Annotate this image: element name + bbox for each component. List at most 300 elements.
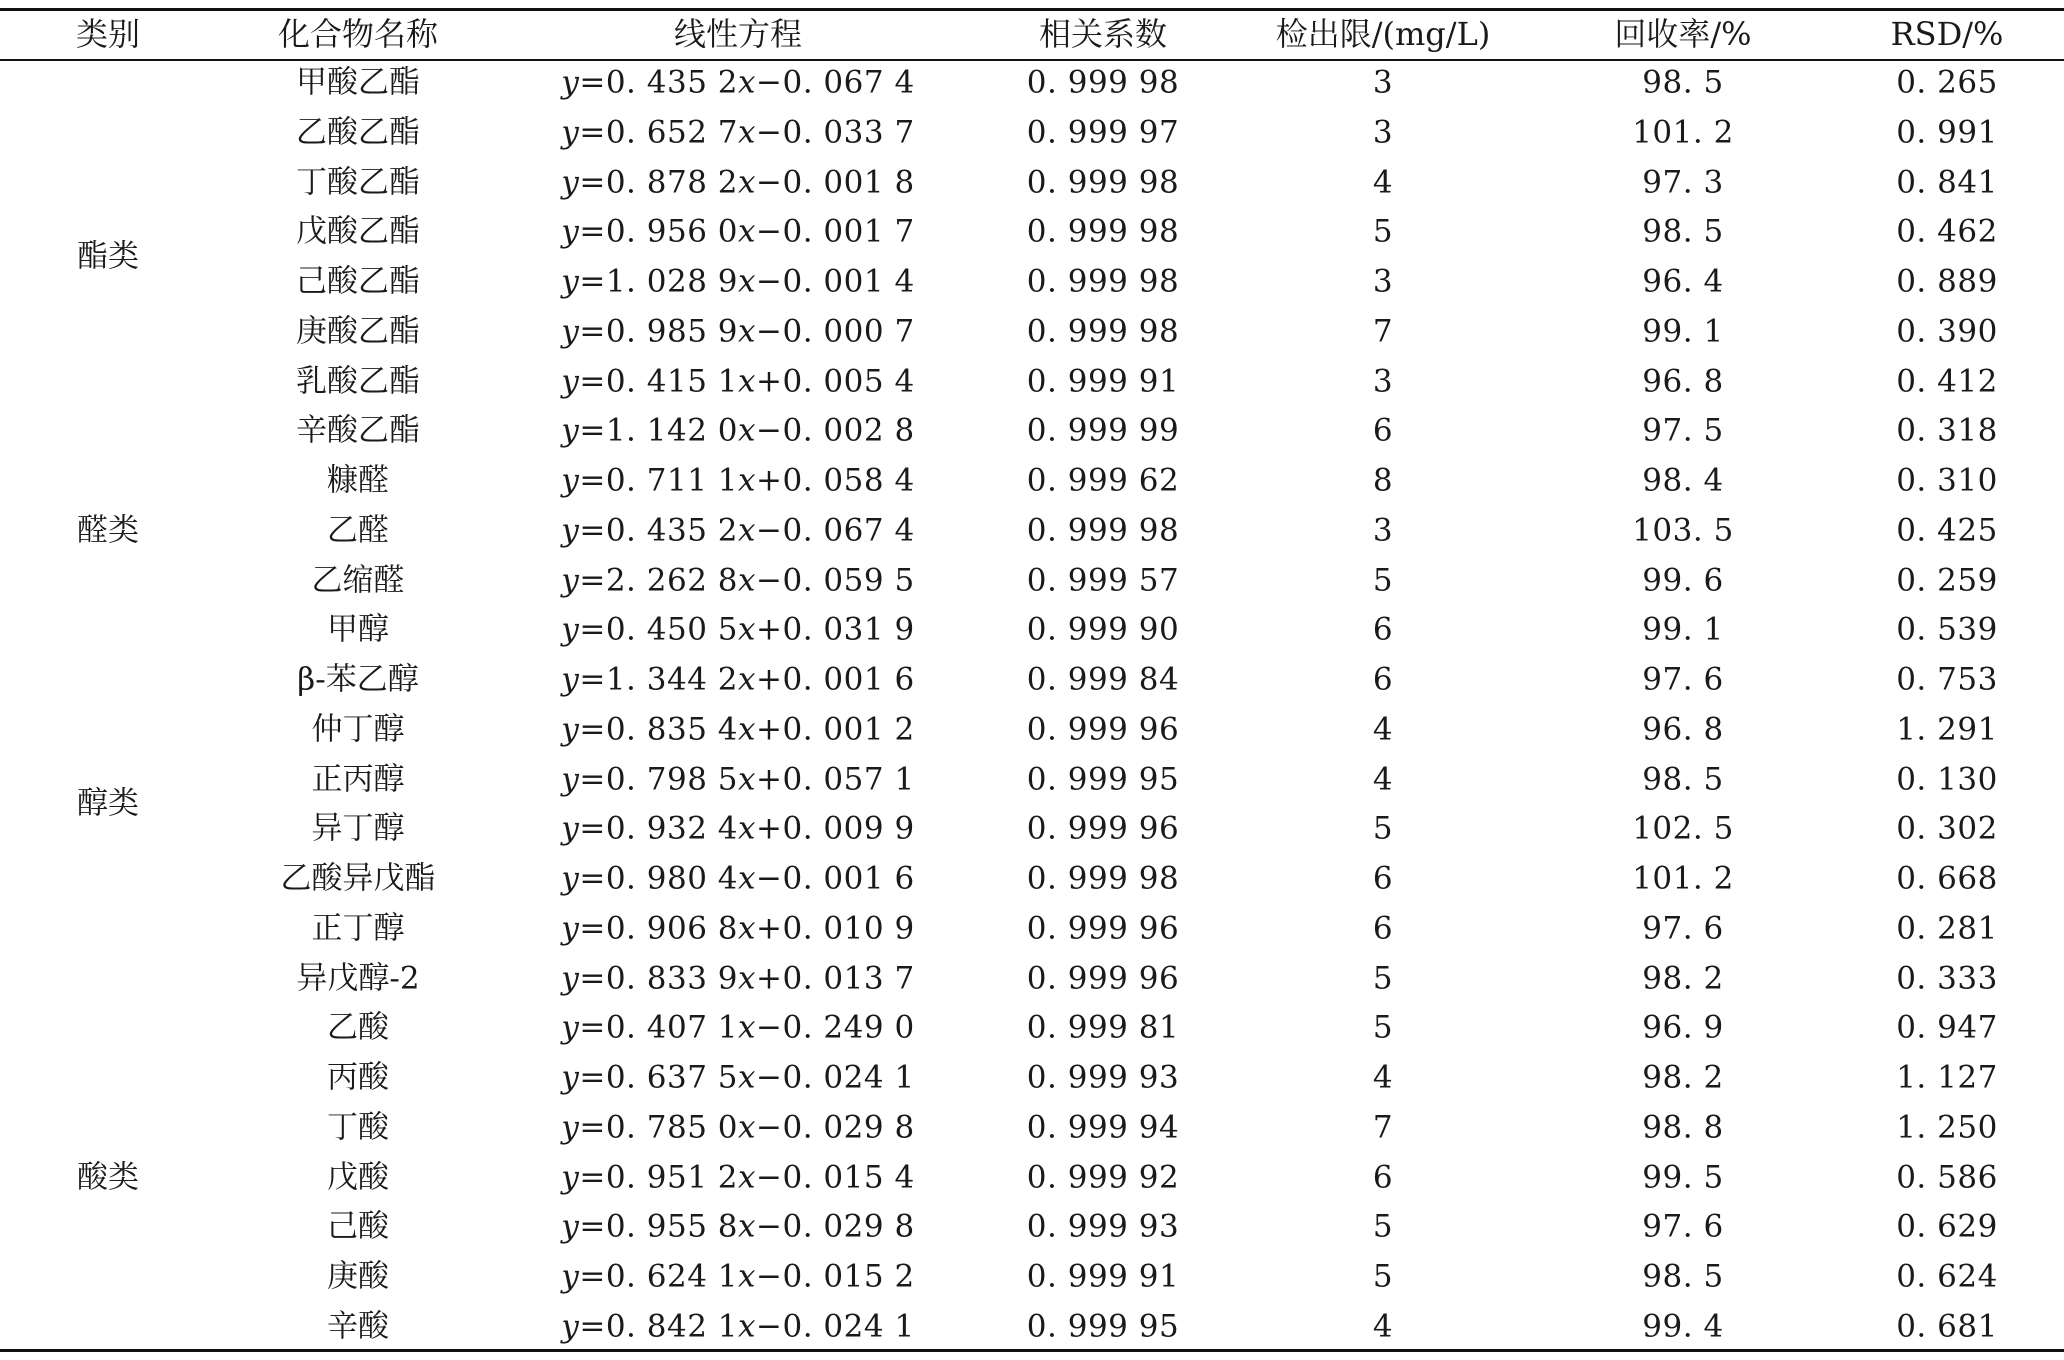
correlation-cell: 0. 999 84 bbox=[1026, 661, 1180, 698]
equation-part: x bbox=[738, 1109, 756, 1146]
rsd-cell: 0. 310 bbox=[1896, 462, 1998, 499]
equation-part: y bbox=[561, 512, 580, 549]
equation-part: = bbox=[579, 1159, 606, 1195]
compound-name-cell: 丁酸 bbox=[327, 1109, 389, 1146]
equation-part: 0. 415 1 bbox=[605, 363, 739, 399]
equation-part: − bbox=[756, 263, 783, 300]
equation-part: 0. 015 2 bbox=[782, 1258, 915, 1295]
equation-part: 0. 031 9 bbox=[782, 611, 915, 648]
recovery-cell: 96. 8 bbox=[1642, 363, 1724, 399]
equation-cell bbox=[561, 1308, 915, 1345]
lod-cell: 5 bbox=[1372, 213, 1394, 250]
lod-cell: 4 bbox=[1372, 164, 1394, 200]
recovery-cell: 98. 5 bbox=[1642, 1258, 1724, 1295]
recovery-cell: 98. 2 bbox=[1642, 960, 1724, 996]
lod-cell: 3 bbox=[1372, 114, 1394, 151]
equation-part: y bbox=[561, 114, 580, 151]
equation-part: 0. 835 4 bbox=[605, 711, 739, 748]
equation-part: x bbox=[738, 1308, 756, 1345]
equation-part: 0. 980 4 bbox=[605, 860, 739, 897]
equation-part: = bbox=[579, 1059, 606, 1096]
recovery-cell: 98. 5 bbox=[1642, 213, 1724, 250]
equation-cell bbox=[561, 860, 915, 897]
lod-cell: 5 bbox=[1372, 1009, 1394, 1046]
equation-part: x bbox=[738, 562, 756, 598]
equation-part: x bbox=[738, 213, 756, 250]
compound-name-cell: 庚酸 bbox=[327, 1258, 389, 1295]
column-header: 回收率/% bbox=[1614, 15, 1752, 53]
recovery-cell: 99. 5 bbox=[1642, 1159, 1724, 1195]
equation-part: 0. 001 6 bbox=[782, 860, 915, 897]
correlation-cell: 0. 999 98 bbox=[1026, 263, 1180, 300]
category-label: 醛类 bbox=[77, 512, 139, 549]
equation-part: = bbox=[579, 512, 606, 549]
equation-part: 0. 798 5 bbox=[605, 761, 739, 797]
equation-part: 0. 024 1 bbox=[782, 1059, 915, 1096]
lod-cell: 5 bbox=[1372, 1208, 1394, 1245]
category-label: 酯类 bbox=[77, 238, 139, 275]
equation-part: y bbox=[561, 711, 580, 748]
equation-part: = bbox=[579, 363, 606, 399]
equation-part: y bbox=[561, 661, 580, 698]
rsd-cell: 0. 412 bbox=[1896, 363, 1998, 399]
equation-cell bbox=[561, 1059, 915, 1096]
equation-part: 0. 450 5 bbox=[605, 611, 739, 648]
equation-part: x bbox=[738, 611, 756, 648]
equation-part: + bbox=[756, 462, 783, 499]
equation-part: 0. 955 8 bbox=[605, 1208, 739, 1245]
equation-part: 0. 637 5 bbox=[605, 1059, 739, 1096]
equation-part: = bbox=[579, 164, 606, 200]
equation-part: x bbox=[738, 711, 756, 748]
equation-part: + bbox=[756, 960, 783, 996]
equation-cell bbox=[561, 114, 915, 151]
equation-part: x bbox=[738, 810, 756, 847]
equation-part: − bbox=[756, 860, 783, 897]
recovery-cell: 98. 2 bbox=[1642, 1059, 1724, 1096]
compound-name-cell: 乙酸乙酯 bbox=[296, 114, 420, 151]
equation-part: 0. 015 4 bbox=[782, 1159, 915, 1195]
equation-part: − bbox=[756, 1208, 783, 1245]
correlation-cell: 0. 999 98 bbox=[1026, 860, 1180, 897]
equation-part: + bbox=[756, 363, 783, 399]
lod-cell: 7 bbox=[1372, 313, 1394, 350]
equation-cell bbox=[561, 761, 915, 797]
equation-cell bbox=[561, 512, 915, 549]
lod-cell: 6 bbox=[1372, 611, 1394, 648]
equation-part: y bbox=[561, 313, 580, 350]
equation-cell bbox=[561, 711, 915, 748]
rsd-cell: 1. 250 bbox=[1896, 1109, 1998, 1146]
equation-part: 0. 010 9 bbox=[782, 910, 915, 947]
lod-cell: 3 bbox=[1372, 263, 1394, 300]
correlation-cell: 0. 999 97 bbox=[1026, 114, 1180, 151]
category-label: 酸类 bbox=[77, 1159, 139, 1195]
equation-part: + bbox=[756, 661, 783, 698]
equation-part: − bbox=[756, 313, 783, 350]
compound-name-cell: 甲醇 bbox=[327, 611, 389, 648]
equation-part: = bbox=[579, 1109, 606, 1146]
equation-part: 0. 067 4 bbox=[782, 512, 915, 549]
equation-part: = bbox=[579, 761, 606, 797]
compound-name-cell: 糠醛 bbox=[327, 462, 389, 499]
correlation-cell: 0. 999 95 bbox=[1026, 1308, 1180, 1345]
equation-cell bbox=[561, 1208, 915, 1245]
equation-part: x bbox=[738, 164, 756, 200]
correlation-cell: 0. 999 90 bbox=[1026, 611, 1180, 648]
compound-name-cell: 戊酸乙酯 bbox=[296, 213, 420, 250]
equation-part: 0. 407 1 bbox=[605, 1009, 739, 1046]
equation-part: x bbox=[738, 512, 756, 549]
equation-part: − bbox=[756, 512, 783, 549]
lod-cell: 4 bbox=[1372, 711, 1394, 748]
recovery-cell: 97. 3 bbox=[1642, 164, 1724, 200]
lod-cell: 8 bbox=[1372, 462, 1394, 499]
equation-part: = bbox=[579, 711, 606, 748]
recovery-cell: 97. 5 bbox=[1642, 412, 1724, 449]
equation-part: + bbox=[756, 711, 783, 748]
equation-part: x bbox=[738, 313, 756, 350]
equation-part: 0. 624 1 bbox=[605, 1258, 739, 1295]
equation-cell bbox=[561, 1009, 915, 1046]
correlation-cell: 0. 999 95 bbox=[1026, 761, 1180, 797]
column-header: RSD/% bbox=[1890, 15, 2004, 53]
equation-part: = bbox=[579, 213, 606, 250]
equation-part: 0. 013 7 bbox=[782, 960, 915, 996]
rsd-cell: 0. 991 bbox=[1896, 114, 1998, 151]
equation-part: = bbox=[579, 263, 606, 300]
equation-cell bbox=[561, 562, 915, 598]
equation-part: − bbox=[756, 1109, 783, 1146]
compound-name-cell: 仲丁醇 bbox=[311, 711, 405, 748]
column-header: 线性方程 bbox=[673, 15, 803, 53]
equation-part: = bbox=[579, 462, 606, 499]
lod-cell: 4 bbox=[1372, 1308, 1394, 1345]
compound-name-cell: 乙酸 bbox=[327, 1009, 389, 1046]
equation-part: y bbox=[561, 761, 580, 797]
equation-part: 0. 001 6 bbox=[782, 661, 915, 698]
equation-part: − bbox=[756, 1009, 783, 1046]
rsd-cell: 0. 947 bbox=[1896, 1009, 1998, 1046]
equation-part: 1. 344 2 bbox=[605, 661, 739, 698]
equation-part: 0. 057 1 bbox=[782, 761, 915, 797]
equation-part: − bbox=[756, 1059, 783, 1096]
equation-part: x bbox=[738, 462, 756, 499]
rsd-cell: 0. 281 bbox=[1896, 910, 1998, 947]
lod-cell: 5 bbox=[1372, 562, 1394, 598]
compound-name-cell: 甲酸乙酯 bbox=[296, 64, 420, 101]
equation-part: x bbox=[738, 1258, 756, 1295]
lod-cell: 6 bbox=[1372, 910, 1394, 947]
bottom-rule bbox=[0, 1349, 2064, 1352]
equation-part: = bbox=[579, 1009, 606, 1046]
lod-cell: 5 bbox=[1372, 810, 1394, 847]
rsd-cell: 0. 318 bbox=[1896, 412, 1998, 449]
equation-part: 0. 435 2 bbox=[605, 64, 739, 101]
equation-part: 0. 067 4 bbox=[782, 64, 915, 101]
equation-cell bbox=[561, 64, 915, 101]
lod-cell: 4 bbox=[1372, 761, 1394, 797]
equation-cell bbox=[561, 1258, 915, 1295]
correlation-cell: 0. 999 91 bbox=[1026, 1258, 1180, 1295]
compound-name-cell: β-苯乙醇 bbox=[297, 661, 419, 698]
equation-part: 0. 842 1 bbox=[605, 1308, 739, 1345]
equation-part: + bbox=[756, 611, 783, 648]
equation-part: = bbox=[579, 1308, 606, 1345]
equation-part: 0. 001 8 bbox=[782, 164, 915, 200]
equation-part: x bbox=[738, 1009, 756, 1046]
correlation-cell: 0. 999 98 bbox=[1026, 512, 1180, 549]
equation-part: y bbox=[561, 1258, 580, 1295]
compound-name-cell: 异丁醇 bbox=[311, 810, 405, 847]
equation-part: − bbox=[756, 64, 783, 101]
equation-part: − bbox=[756, 114, 783, 151]
equation-part: 0. 002 8 bbox=[782, 412, 915, 449]
lod-cell: 6 bbox=[1372, 860, 1394, 897]
equation-part: 0. 711 1 bbox=[605, 462, 739, 499]
equation-part: 0. 785 0 bbox=[605, 1109, 739, 1146]
equation-cell bbox=[561, 164, 915, 200]
header-rule bbox=[0, 59, 2064, 61]
equation-part: y bbox=[561, 213, 580, 250]
rsd-cell: 0. 259 bbox=[1896, 562, 1998, 598]
compound-name-cell: 戊酸 bbox=[327, 1159, 389, 1195]
equation-part: − bbox=[756, 1258, 783, 1295]
compound-name-cell: 己酸乙酯 bbox=[296, 263, 420, 300]
equation-cell bbox=[561, 363, 915, 399]
equation-part: y bbox=[561, 611, 580, 648]
rsd-cell: 0. 668 bbox=[1896, 860, 1998, 897]
equation-part: 1. 028 9 bbox=[605, 263, 739, 300]
recovery-cell: 99. 6 bbox=[1642, 562, 1724, 598]
recovery-cell: 98. 4 bbox=[1642, 462, 1724, 499]
equation-part: = bbox=[579, 412, 606, 449]
equation-part: y bbox=[561, 910, 580, 947]
equation-cell bbox=[561, 462, 915, 499]
equation-part: 0. 001 4 bbox=[782, 263, 915, 300]
equation-part: 0. 932 4 bbox=[605, 810, 739, 847]
equation-part: = bbox=[579, 313, 606, 350]
equation-part: − bbox=[756, 412, 783, 449]
rsd-cell: 0. 889 bbox=[1896, 263, 1998, 300]
equation-part: = bbox=[579, 114, 606, 151]
equation-part: y bbox=[561, 412, 580, 449]
equation-cell bbox=[561, 1109, 915, 1146]
recovery-cell: 97. 6 bbox=[1642, 910, 1724, 947]
recovery-cell: 98. 5 bbox=[1642, 761, 1724, 797]
lod-cell: 6 bbox=[1372, 1159, 1394, 1195]
equation-cell bbox=[561, 313, 915, 350]
equation-part: 0. 906 8 bbox=[605, 910, 739, 947]
rsd-cell: 0. 624 bbox=[1896, 1258, 1998, 1295]
equation-part: − bbox=[756, 1159, 783, 1195]
equation-part: 0. 024 1 bbox=[782, 1308, 915, 1345]
equation-cell bbox=[561, 213, 915, 250]
recovery-cell: 99. 1 bbox=[1642, 313, 1724, 350]
equation-part: = bbox=[579, 1258, 606, 1295]
compound-name-cell: 丁酸乙酯 bbox=[296, 164, 420, 200]
rsd-cell: 0. 462 bbox=[1896, 213, 1998, 250]
equation-part: = bbox=[579, 860, 606, 897]
compound-name-cell: 庚酸乙酯 bbox=[296, 313, 420, 350]
lod-cell: 3 bbox=[1372, 363, 1394, 399]
equation-part: 1. 142 0 bbox=[605, 412, 739, 449]
equation-part: 0. 878 2 bbox=[605, 164, 739, 200]
correlation-cell: 0. 999 93 bbox=[1026, 1208, 1180, 1245]
equation-part: y bbox=[561, 860, 580, 897]
equation-part: = bbox=[579, 611, 606, 648]
column-header: 类别 bbox=[75, 15, 141, 53]
recovery-cell: 102. 5 bbox=[1632, 810, 1734, 847]
correlation-cell: 0. 999 91 bbox=[1026, 363, 1180, 399]
lod-cell: 4 bbox=[1372, 1059, 1394, 1096]
equation-part: − bbox=[756, 164, 783, 200]
equation-part: + bbox=[756, 910, 783, 947]
equation-part: x bbox=[738, 263, 756, 300]
equation-part: = bbox=[579, 910, 606, 947]
equation-part: y bbox=[561, 164, 580, 200]
equation-part: 0. 833 9 bbox=[605, 960, 739, 996]
equation-part: y bbox=[561, 960, 580, 996]
rsd-cell: 0. 681 bbox=[1896, 1308, 1998, 1345]
rsd-cell: 0. 841 bbox=[1896, 164, 1998, 200]
correlation-cell: 0. 999 93 bbox=[1026, 1059, 1180, 1096]
recovery-cell: 101. 2 bbox=[1632, 860, 1734, 897]
lod-cell: 5 bbox=[1372, 1258, 1394, 1295]
equation-part: 0. 000 7 bbox=[782, 313, 915, 350]
compound-name-cell: 辛酸乙酯 bbox=[296, 412, 420, 449]
equation-part: y bbox=[561, 263, 580, 300]
equation-part: + bbox=[756, 810, 783, 847]
correlation-cell: 0. 999 98 bbox=[1026, 313, 1180, 350]
equation-part: + bbox=[756, 761, 783, 797]
equation-cell bbox=[561, 263, 915, 300]
equation-part: x bbox=[738, 661, 756, 698]
compound-name-cell: 丙酸 bbox=[327, 1059, 389, 1096]
recovery-cell: 98. 8 bbox=[1642, 1109, 1724, 1146]
equation-part: 0. 951 2 bbox=[605, 1159, 739, 1195]
correlation-cell: 0. 999 96 bbox=[1026, 810, 1180, 847]
correlation-cell: 0. 999 99 bbox=[1026, 412, 1180, 449]
recovery-cell: 96. 4 bbox=[1642, 263, 1724, 300]
rsd-cell: 0. 130 bbox=[1896, 761, 1998, 797]
equation-part: x bbox=[738, 761, 756, 797]
compound-name-cell: 辛酸 bbox=[327, 1308, 389, 1345]
equation-part: − bbox=[756, 1308, 783, 1345]
rsd-cell: 1. 127 bbox=[1896, 1059, 1998, 1096]
equation-part: 0. 005 4 bbox=[782, 363, 915, 399]
rsd-cell: 0. 425 bbox=[1896, 512, 1998, 549]
recovery-cell: 101. 2 bbox=[1632, 114, 1734, 151]
compound-name-cell: 己酸 bbox=[327, 1208, 389, 1245]
equation-cell bbox=[561, 611, 915, 648]
lod-cell: 6 bbox=[1372, 412, 1394, 449]
equation-part: = bbox=[579, 562, 606, 598]
equation-part: x bbox=[738, 1159, 756, 1195]
equation-part: x bbox=[738, 363, 756, 399]
correlation-cell: 0. 999 98 bbox=[1026, 164, 1180, 200]
equation-part: y bbox=[561, 1308, 580, 1345]
recovery-cell: 96. 9 bbox=[1642, 1009, 1724, 1046]
equation-part: 0. 059 5 bbox=[782, 562, 915, 598]
equation-part: x bbox=[738, 1059, 756, 1096]
recovery-cell: 96. 8 bbox=[1642, 711, 1724, 748]
equation-part: x bbox=[738, 960, 756, 996]
rsd-cell: 1. 291 bbox=[1896, 711, 1998, 748]
equation-part: 0. 009 9 bbox=[782, 810, 915, 847]
equation-part: x bbox=[738, 114, 756, 151]
correlation-cell: 0. 999 94 bbox=[1026, 1109, 1180, 1146]
recovery-cell: 98. 5 bbox=[1642, 64, 1724, 101]
equation-part: 0. 029 8 bbox=[782, 1208, 915, 1245]
correlation-cell: 0. 999 96 bbox=[1026, 910, 1180, 947]
equation-part: 0. 001 7 bbox=[782, 213, 915, 250]
equation-part: x bbox=[738, 64, 756, 101]
equation-cell bbox=[561, 910, 915, 947]
equation-part: x bbox=[738, 1208, 756, 1245]
equation-part: y bbox=[561, 64, 580, 101]
equation-part: y bbox=[561, 1159, 580, 1195]
column-header: 相关系数 bbox=[1038, 15, 1168, 53]
equation-part: = bbox=[579, 960, 606, 996]
recovery-cell: 103. 5 bbox=[1632, 512, 1734, 549]
correlation-cell: 0. 999 57 bbox=[1026, 562, 1180, 598]
equation-part: 0. 029 8 bbox=[782, 1109, 915, 1146]
correlation-cell: 0. 999 92 bbox=[1026, 1159, 1180, 1195]
column-header: 检出限/(mg/L) bbox=[1275, 15, 1491, 53]
equation-part: 0. 033 7 bbox=[782, 114, 915, 151]
lod-cell: 5 bbox=[1372, 960, 1394, 996]
equation-part: 0. 001 2 bbox=[782, 711, 915, 748]
lod-cell: 6 bbox=[1372, 661, 1394, 698]
column-header: 化合物名称 bbox=[277, 15, 439, 53]
equation-part: 0. 652 7 bbox=[605, 114, 739, 151]
correlation-cell: 0. 999 98 bbox=[1026, 213, 1180, 250]
equation-cell bbox=[561, 412, 915, 449]
equation-part: y bbox=[561, 1208, 580, 1245]
lod-cell: 3 bbox=[1372, 64, 1394, 101]
equation-part: y bbox=[561, 810, 580, 847]
equation-part: x bbox=[738, 412, 756, 449]
compound-name-cell: 异戊醇-2 bbox=[296, 960, 420, 996]
equation-part: 0. 058 4 bbox=[782, 462, 915, 499]
equation-cell bbox=[561, 1159, 915, 1195]
lod-cell: 7 bbox=[1372, 1109, 1394, 1146]
correlation-cell: 0. 999 98 bbox=[1026, 64, 1180, 101]
rsd-cell: 0. 265 bbox=[1896, 64, 1998, 101]
equation-part: y bbox=[561, 1109, 580, 1146]
recovery-cell: 97. 6 bbox=[1642, 661, 1724, 698]
equation-cell bbox=[561, 810, 915, 847]
equation-part: 0. 956 0 bbox=[605, 213, 739, 250]
category-label: 醇类 bbox=[77, 785, 139, 822]
rsd-cell: 0. 333 bbox=[1896, 960, 1998, 996]
equation-part: − bbox=[756, 213, 783, 250]
compound-name-cell: 乳酸乙酯 bbox=[296, 363, 420, 399]
equation-part: = bbox=[579, 1208, 606, 1245]
equation-part: 0. 435 2 bbox=[605, 512, 739, 549]
compound-name-cell: 正丙醇 bbox=[311, 761, 405, 797]
compound-name-cell: 正丁醇 bbox=[311, 910, 405, 947]
equation-part: 2. 262 8 bbox=[605, 562, 739, 598]
equation-cell bbox=[561, 960, 915, 996]
rsd-cell: 0. 629 bbox=[1896, 1208, 1998, 1245]
lod-cell: 3 bbox=[1372, 512, 1394, 549]
correlation-cell: 0. 999 96 bbox=[1026, 960, 1180, 996]
equation-part: 0. 249 0 bbox=[782, 1009, 915, 1046]
top-rule bbox=[0, 8, 2064, 11]
correlation-cell: 0. 999 96 bbox=[1026, 711, 1180, 748]
